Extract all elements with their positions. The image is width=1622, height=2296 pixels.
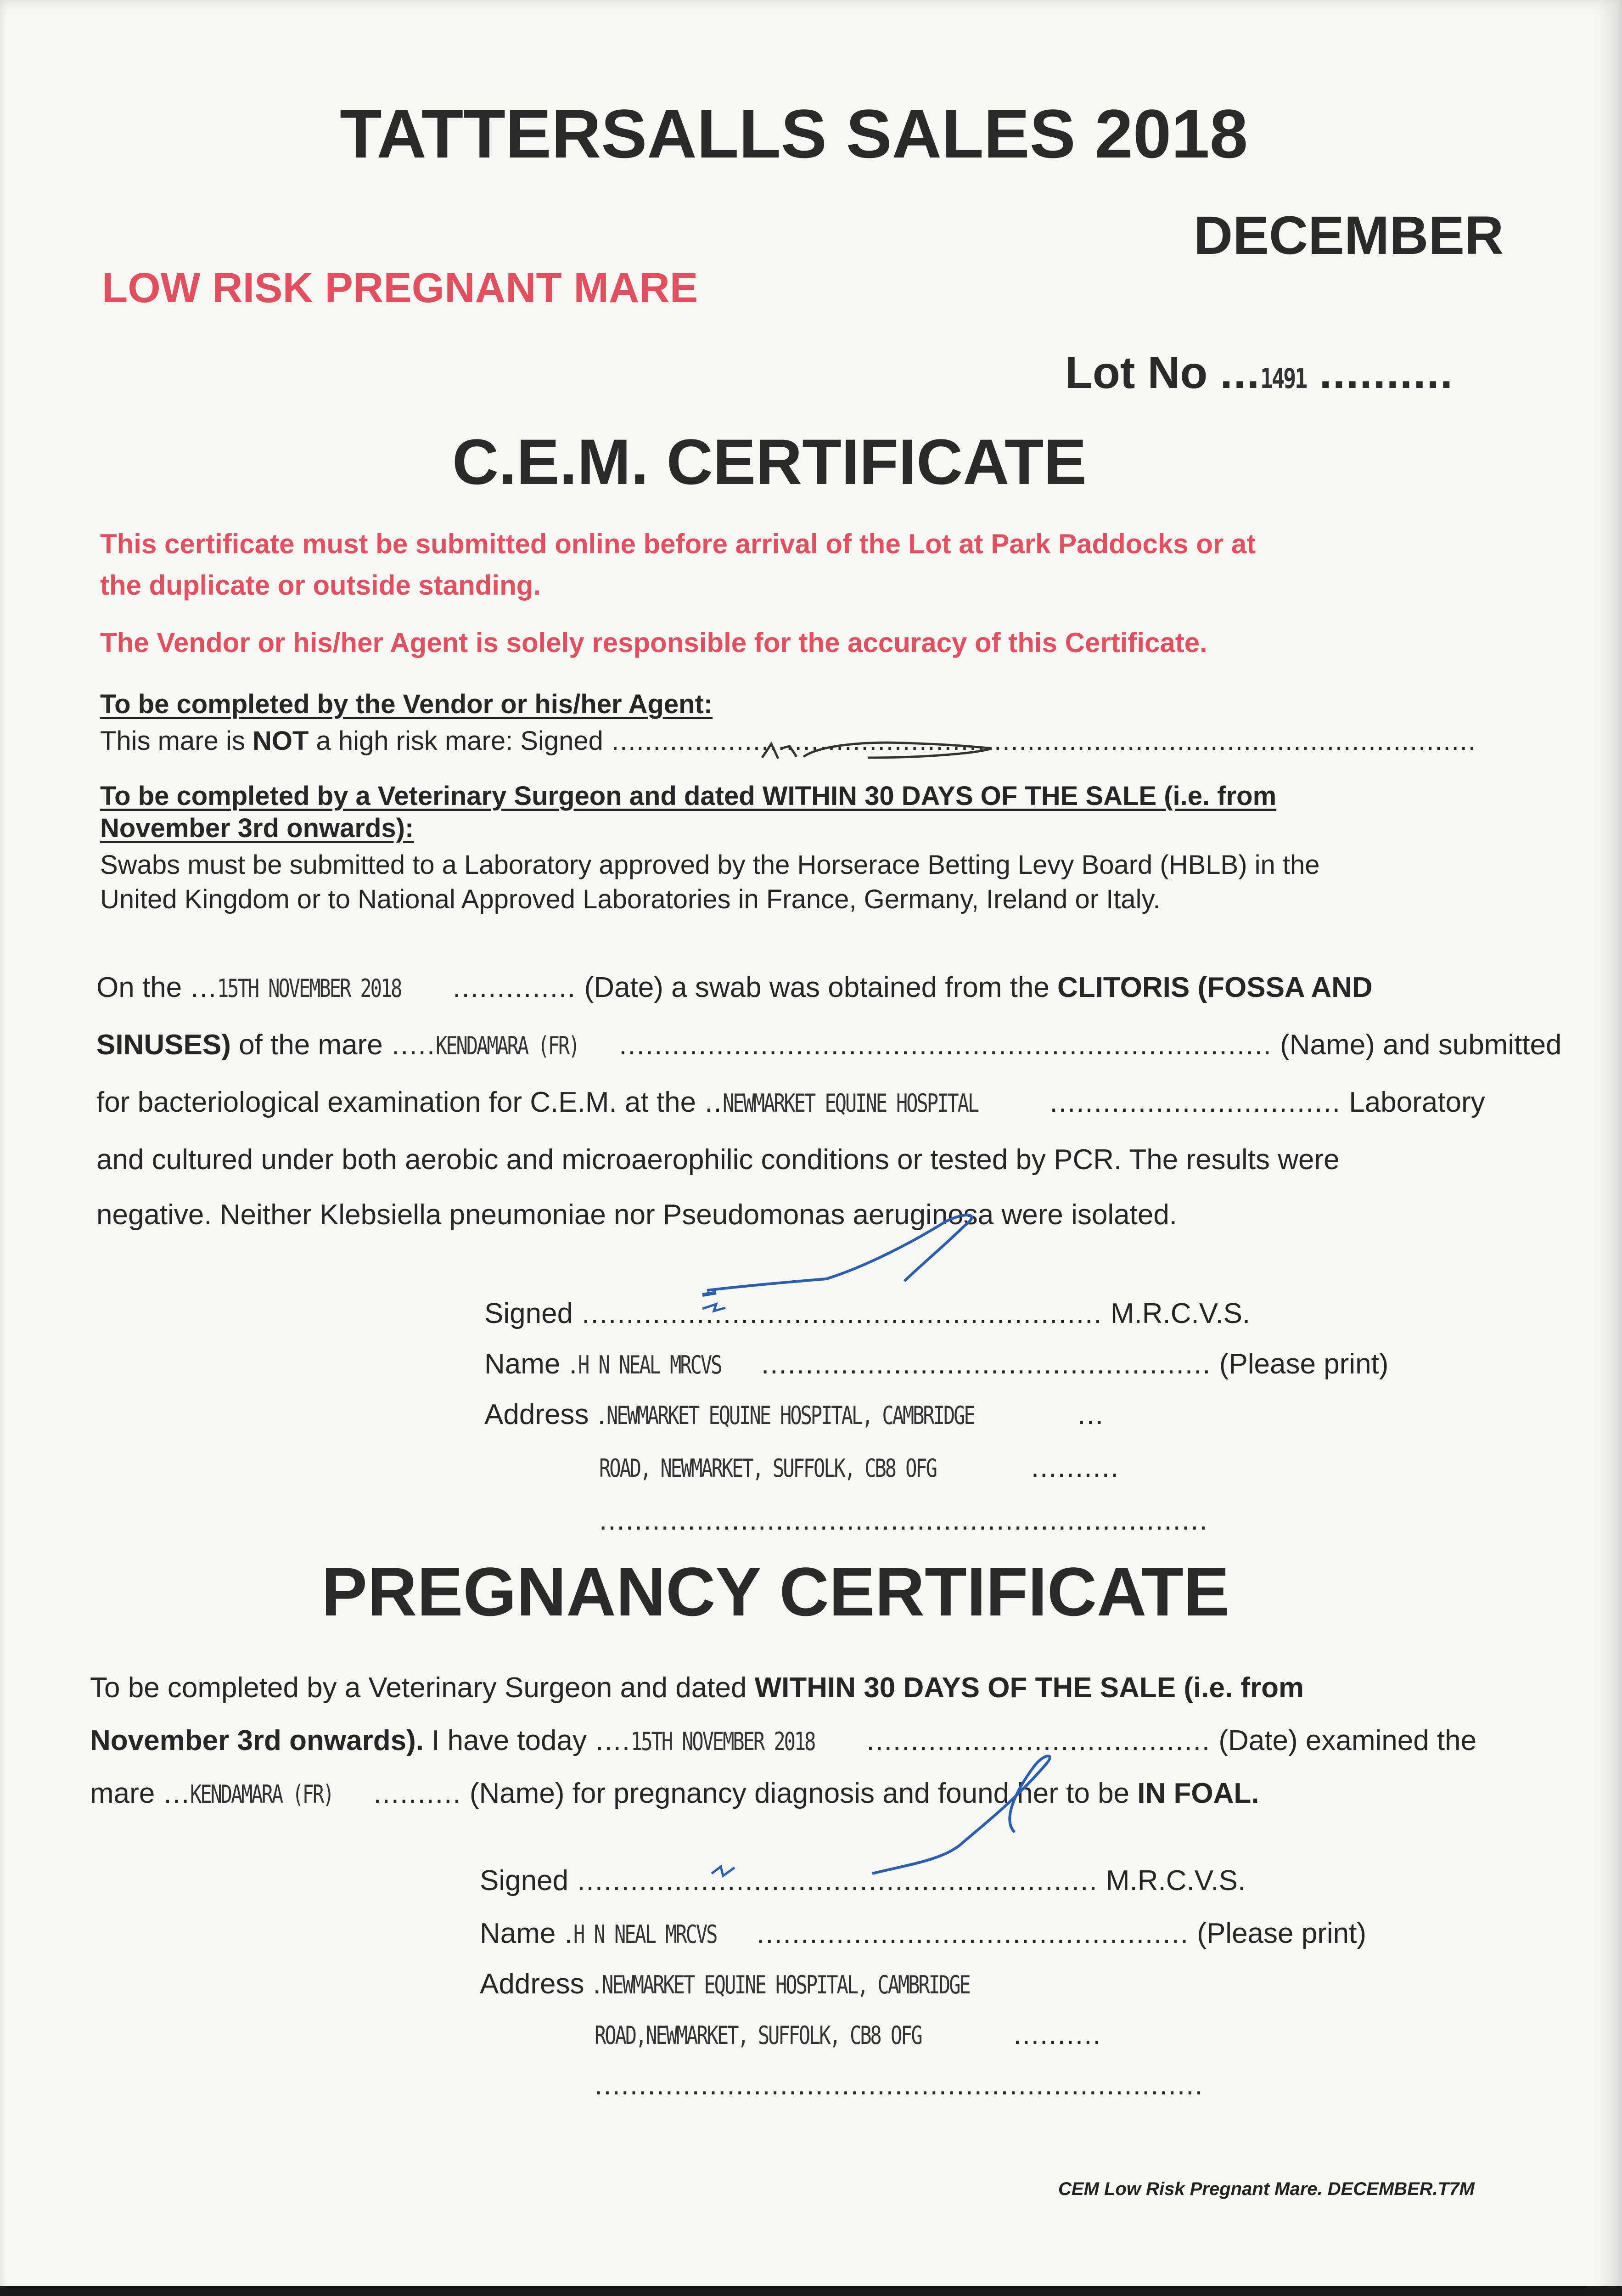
pregnancy-line-1: To be completed by a Veterinary Surgeon and dated WITHIN 30 DAYS OF THE SALE (i.e. from	[90, 1672, 1304, 1704]
cem-signature-mark	[698, 1295, 753, 1322]
cem-accuracy-notice: The Vendor or his/her Agent is solely responsible for the accuracy of this Certificate.	[100, 627, 1207, 658]
cem-signed-row: Signed ........................................................... M.R.C.V.S.	[484, 1298, 1251, 1329]
pregnancy-address-blank-line: .....................................................................	[595, 2069, 1204, 2101]
cem-address-line-1: NEWMARKET EQUINE HOSPITAL, CAMBRIDGE	[606, 1401, 974, 1430]
cem-date-value: 15TH NOVEMBER 2018	[217, 974, 401, 1003]
pregnancy-address-row: Address .NEWMARKET EQUINE HOSPITAL, CAMBRIDGE	[480, 1968, 970, 2000]
footer-form-code: CEM Low Risk Pregnant Mare. DECEMBER.T7M	[1058, 2179, 1475, 2199]
cem-culture-line: and cultured under both aerobic and microaerophilic conditions or tested by PCR. The results were	[96, 1144, 1340, 1176]
cem-title: C.E.M. CERTIFICATE	[452, 426, 1087, 498]
cem-mare-value: KENDAMARA (FR)	[436, 1031, 579, 1060]
vendor-signature	[753, 726, 1010, 767]
pregnancy-signed-row: Signed ........................................................... M.R.C.V.S.	[480, 1865, 1246, 1896]
pregnancy-address-line-1: NEWMARKET EQUINE HOSPITAL, CAMBRIDGE	[601, 1970, 970, 1999]
cem-lab-value: NEWMARKET EQUINE HOSPITAL	[722, 1089, 978, 1118]
pregnancy-title: PREGNANCY CERTIFICATE	[321, 1553, 1229, 1630]
pregnancy-address-line-2: ROAD,NEWMARKET, SUFFOLK, CB8 OFG	[595, 2021, 921, 2050]
cem-mare-line: SINUSES) of the mare .....KENDAMARA (FR) .......................................................................... (Name) and submitted	[96, 1029, 1562, 1061]
cem-result-line: negative. Neither Klebsiella pneumoniae nor Pseudomonas aeruginosa were isolated.	[96, 1199, 1178, 1231]
pregnancy-mare-value: KENDAMARA (FR)	[190, 1780, 333, 1809]
document-title: TATTERSALLS SALES 2018	[340, 95, 1248, 172]
pregnancy-signature-mark	[707, 1857, 762, 1885]
cem-address-line-2: ROAD, NEWMARKET, SUFFOLK, CB8 OFG	[599, 1454, 936, 1483]
pregnancy-vet-name-value: H N NEAL MRCVS	[573, 1920, 717, 1949]
lot-label: Lot No	[1065, 347, 1208, 398]
cem-lab-line: for bacteriological examination for C.E.M. at the ..NEWMARKET EQUINE HOSPITAL ................................. Laboratory	[96, 1086, 1485, 1118]
pregnancy-vet-signature	[826, 1727, 1148, 1864]
cem-notice-line-2: the duplicate or outside standing.	[100, 570, 541, 601]
lot-number-row: Lot No ...1491 ..........	[1065, 347, 1454, 398]
category-label: LOW RISK PREGNANT MARE	[102, 264, 698, 311]
cem-name-row: Name .H N NEAL MRCVS ................................................... (Please print)	[484, 1348, 1389, 1380]
cem-address-row: Address .NEWMARKET EQUINE HOSPITAL, CAMBRIDGE ...	[484, 1399, 1104, 1430]
vendor-heading: To be completed by the Vendor or his/her Agent:	[100, 689, 713, 719]
vet-heading-line-1: To be completed by a Veterinary Surgeon and dated WITHIN 30 DAYS OF THE SALE (i.e. from	[100, 781, 1277, 811]
pregnancy-name-row: Name .H N NEAL MRCVS ................................................. (Please print)	[480, 1918, 1366, 1949]
pregnancy-line-3: mare ...KENDAMARA (FR) .......... (Name) for pregnancy diagnosis and found her to be IN FOAL.	[90, 1778, 1259, 1809]
cem-notice-line-1: This certificate must be submitted online before arrival of the Lot at Park Paddocks or at	[100, 529, 1256, 559]
vet-heading-line-2: November 3rd onwards):	[100, 813, 414, 843]
swab-instruction-line-2: United Kingdom or to National Approved Laboratories in France, Germany, Ireland or Italy.	[100, 884, 1161, 914]
cem-address-row-2: ROAD, NEWMARKET, SUFFOLK, CB8 OFG ..........	[599, 1452, 1120, 1483]
cem-address-blank-line: .....................................................................	[599, 1504, 1208, 1536]
cem-vet-name-value: H N NEAL MRCVS	[578, 1351, 721, 1379]
vendor-declaration: This mare is NOT a high risk mare: Signed ........................................................................................................	[100, 726, 1476, 756]
pregnancy-line-2: November 3rd onwards). I have today ....15TH NOVEMBER 2018 ....................................... (Date) examined the	[90, 1725, 1477, 1756]
pregnancy-address-row-2: ROAD,NEWMARKET, SUFFOLK, CB8 OFG ..........	[595, 2019, 1102, 2050]
lot-number-value: 1491	[1260, 363, 1307, 395]
scan-bottom-edge	[0, 2286, 1622, 2296]
sale-month: DECEMBER	[1194, 205, 1504, 266]
swab-instruction-line-1: Swabs must be submitted to a Laboratory approved by the Horserace Betting Levy Board (HBLB) in the	[100, 850, 1320, 880]
cem-date-line: On the ...15TH NOVEMBER 2018 .............. (Date) a swab was obtained from the CLITORIS (FOSSA AND	[96, 972, 1373, 1003]
pregnancy-date-value: 15TH NOVEMBER 2018	[631, 1727, 815, 1756]
